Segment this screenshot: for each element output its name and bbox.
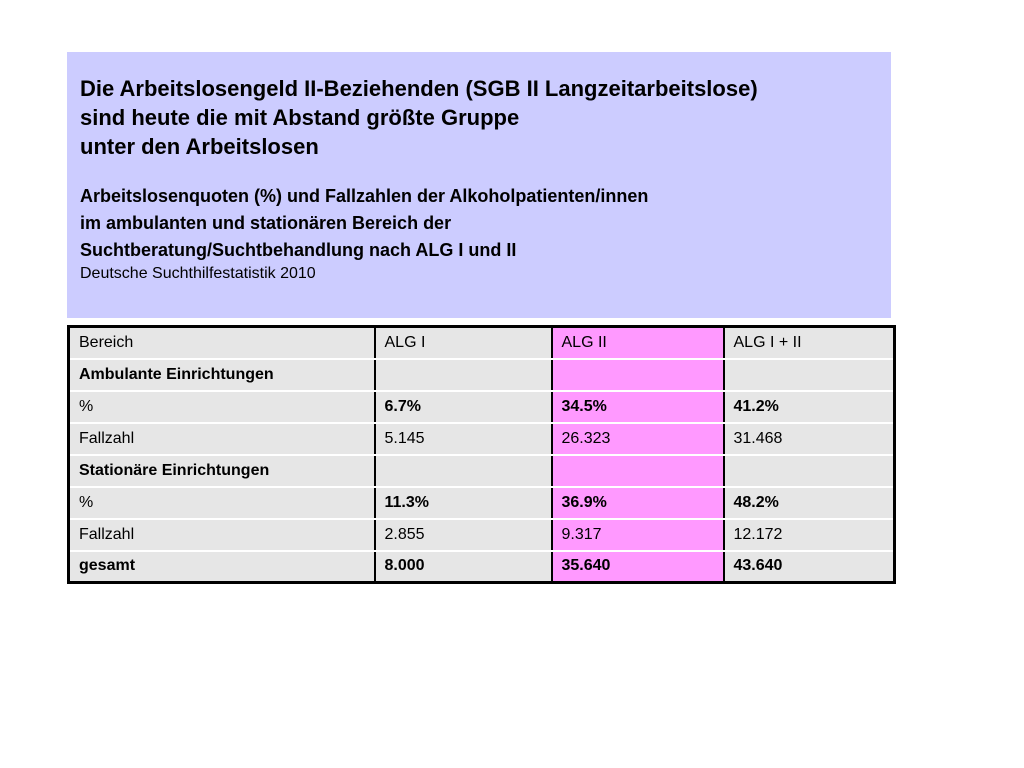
column-header-bereich: Bereich (69, 327, 375, 359)
row-label: % (69, 487, 375, 519)
table-wrap (67, 325, 893, 584)
cell-alg2 (552, 455, 724, 487)
cell-alg1-2: 43.640 (724, 551, 895, 583)
table-row-total (69, 551, 895, 583)
cell-alg2: 34.5% (552, 391, 724, 423)
table-row (69, 391, 895, 423)
row-label: Fallzahl (69, 519, 375, 551)
row-label: % (69, 391, 375, 423)
cell-alg1: 11.3% (375, 487, 552, 519)
title-line-1: Die Arbeitslosengeld II-Beziehenden (SGB II Langzeitarbeitslose) (80, 76, 758, 101)
table-row (69, 455, 895, 487)
table-header-row (69, 327, 895, 359)
row-label: Ambulante Einrichtungen (69, 359, 375, 391)
table-row (69, 519, 895, 551)
row-label: Stationäre Einrichtungen (69, 455, 375, 487)
column-header-alg2: ALG II (552, 327, 724, 359)
subtitle-line-3: Suchtberatung/Suchtbehandlung nach ALG I und II (80, 240, 517, 260)
cell-alg2: 26.323 (552, 423, 724, 455)
cell-alg2: 36.9% (552, 487, 724, 519)
row-label: gesamt (69, 551, 375, 583)
subtitle (80, 183, 891, 284)
table-row (69, 359, 895, 391)
cell-alg1: 6.7% (375, 391, 552, 423)
cell-alg2 (552, 359, 724, 391)
table-row (69, 423, 895, 455)
header-box (67, 52, 891, 318)
cell-alg2: 35.640 (552, 551, 724, 583)
column-header-alg1-2: ALG I + II (724, 327, 895, 359)
column-header-alg1: ALG I (375, 327, 552, 359)
source-text: Deutsche Suchthilfestatistik 2010 (80, 265, 316, 282)
cell-alg1: 5.145 (375, 423, 552, 455)
title-line-2: sind heute die mit Abstand größte Gruppe (80, 105, 520, 130)
row-label: Fallzahl (69, 423, 375, 455)
cell-alg1-2: 12.172 (724, 519, 895, 551)
cell-alg1: 8.000 (375, 551, 552, 583)
cell-alg1 (375, 359, 552, 391)
subtitle-line-1: Arbeitslosenquoten (%) und Fallzahlen der Alkoholpatienten/innen (80, 186, 649, 206)
cell-alg1-2 (724, 359, 895, 391)
data-table (67, 325, 896, 584)
cell-alg2: 9.317 (552, 519, 724, 551)
cell-alg1-2 (724, 455, 895, 487)
cell-alg1-2: 31.468 (724, 423, 895, 455)
subtitle-line-2: im ambulanten und stationären Bereich der (80, 213, 452, 233)
cell-alg1: 2.855 (375, 519, 552, 551)
cell-alg1-2: 48.2% (724, 487, 895, 519)
cell-alg1 (375, 455, 552, 487)
title-line-3: unter den Arbeitslosen (80, 134, 319, 159)
title (80, 74, 891, 161)
table-row (69, 487, 895, 519)
cell-alg1-2: 41.2% (724, 391, 895, 423)
